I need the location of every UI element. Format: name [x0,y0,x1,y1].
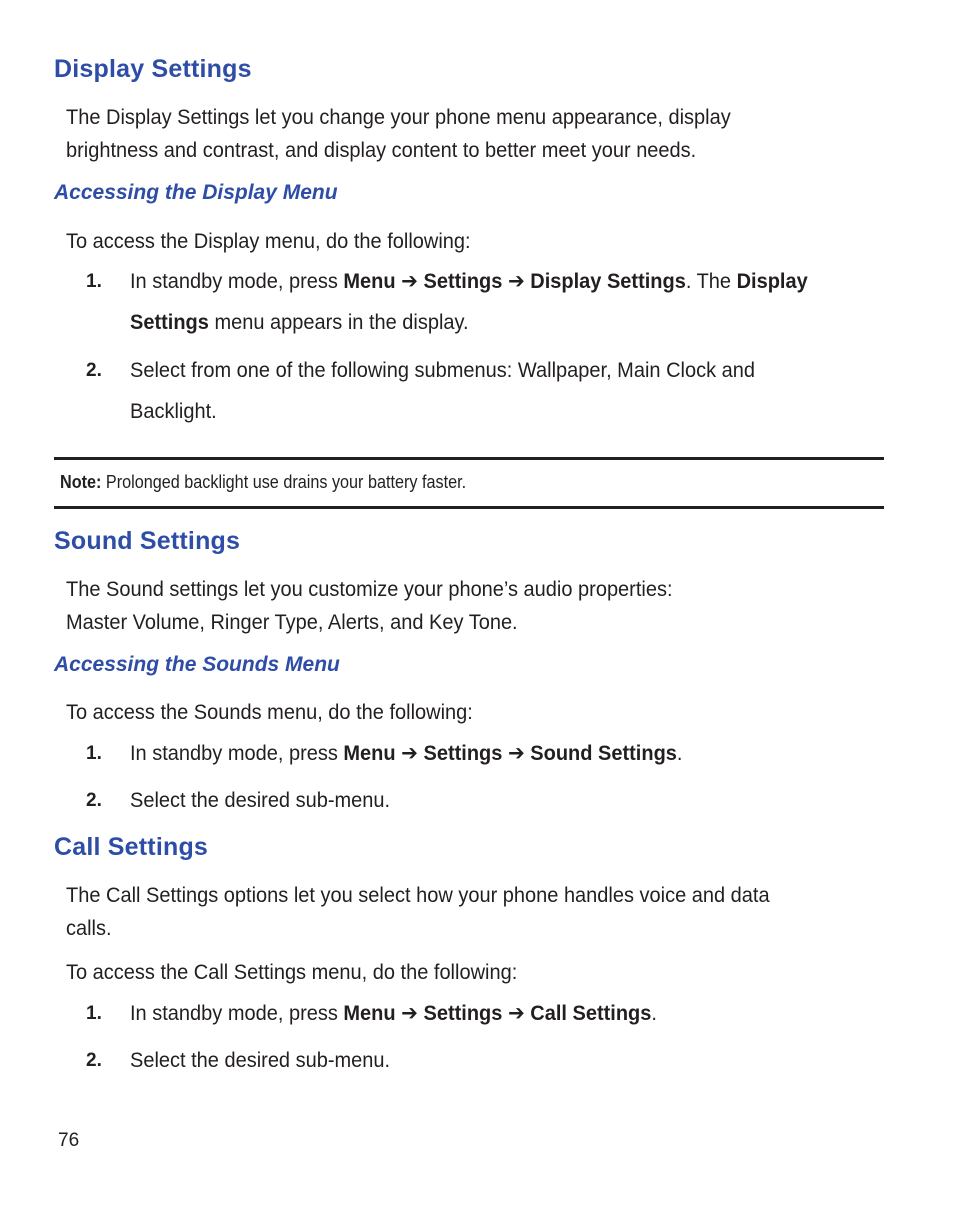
settings-term: Settings [423,741,503,765]
note-text: Prolonged backlight use drains your battery faster. [101,472,467,492]
arrow-icon: ➔ [507,1001,525,1025]
display-settings-term: Display Settings [530,269,686,293]
arrow-icon: ➔ [401,741,418,765]
arrow-icon: ➔ [401,1001,418,1025]
sound-settings-intro [66,573,829,639]
accessing-sounds-menu-heading: Accessing the Sounds Menu [54,653,340,676]
step-text: . [676,741,683,765]
display-settings-intro [66,101,829,167]
call-settings-intro [66,879,829,945]
arrow-icon: ➔ [507,269,525,293]
arrow-icon: ➔ [401,269,418,293]
note [60,470,466,494]
menu-term: Menu [343,1001,396,1025]
step-number: 1. [86,271,102,292]
settings-term: Settings [130,310,209,334]
step-number: 2. [86,1050,102,1071]
intro-line: calls. [66,916,112,940]
sound-access-text: To access the Sounds menu, do the following: [66,700,473,724]
intro-line: The Sound settings let you customize your phone’s audio properties: [66,577,673,601]
intro-line: brightness and contrast, and display content to better meet your needs. [66,138,697,162]
intro-line: The Display Settings let you change your phone menu appearance, display [66,105,731,129]
call-step-1 [130,993,883,1034]
intro-line: Master Volume, Ringer Type, Alerts, and Key Tone. [66,610,518,634]
display-term: Display [736,269,808,293]
step-text: In standby mode, press [130,1001,344,1025]
arrow-icon: ➔ [507,741,525,765]
accessing-display-menu-heading: Accessing the Display Menu [54,181,338,204]
display-settings-heading: Display Settings [54,55,252,83]
call-step-2: Select the desired sub-menu. [130,1048,391,1072]
sound-step-1 [130,733,883,774]
note-bottom-rule [54,506,884,509]
page-number: 76 [58,1130,80,1151]
settings-term: Settings [423,1001,503,1025]
sound-settings-heading: Sound Settings [54,527,241,555]
menu-term: Menu [343,269,396,293]
sound-settings-term: Sound Settings [530,741,677,765]
step-number: 2. [86,790,102,811]
note-label: Note: [60,472,102,492]
intro-line: The Call Settings options let you select how your phone handles voice and data [66,883,770,907]
step-text: . The [685,269,737,293]
note-top-rule [54,457,884,460]
display-step-1 [130,261,883,343]
display-access-text: To access the Display menu, do the following: [66,229,471,253]
step-number: 2. [86,360,102,381]
step-number: 1. [86,743,102,764]
step-text: In standby mode, press [130,269,344,293]
call-settings-term: Call Settings [530,1001,652,1025]
step-line: Backlight. [130,399,217,423]
call-settings-heading: Call Settings [54,833,209,861]
settings-term: Settings [423,269,503,293]
menu-term: Menu [343,741,396,765]
step-number: 1. [86,1003,102,1024]
call-access-text: To access the Call Settings menu, do the following: [66,960,518,984]
step-text: menu appears in the display. [208,310,469,334]
step-line: Select from one of the following submenus: Wallpaper, Main Clock and [130,358,755,382]
step-text: . [651,1001,657,1025]
display-step-2 [130,350,883,432]
sound-step-2: Select the desired sub-menu. [130,788,391,812]
step-text: In standby mode, press [130,741,344,765]
